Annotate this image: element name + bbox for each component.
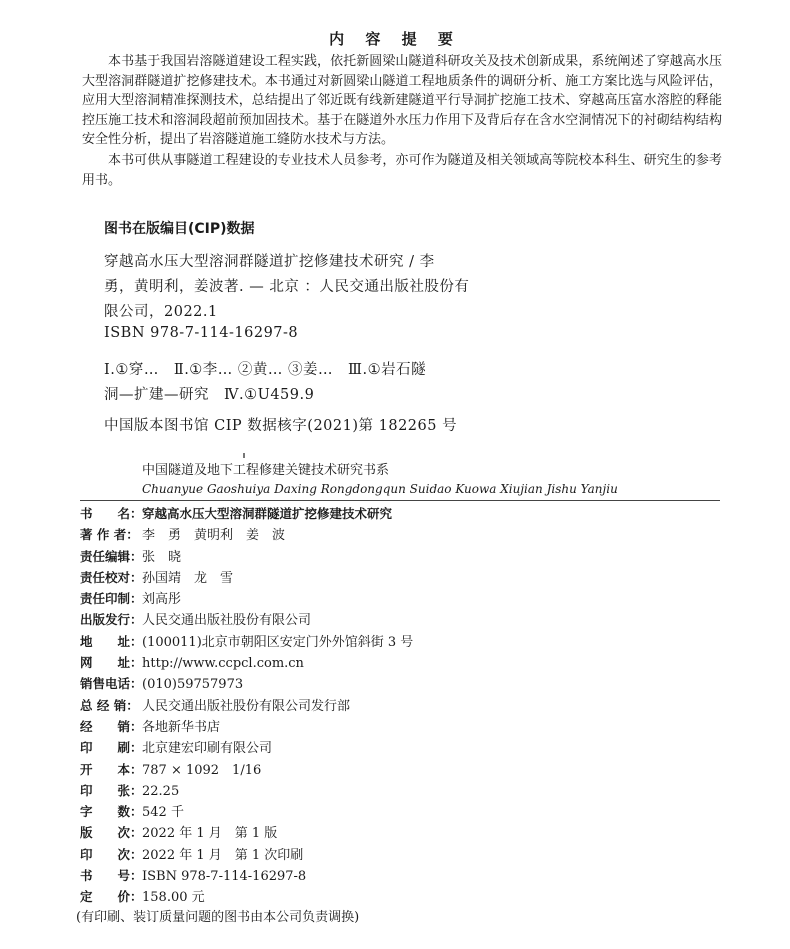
info-value: 人民交通出版社股份有限公司发行部 — [142, 698, 351, 714]
info-value: 孙国靖 龙 雪 — [142, 570, 234, 586]
info-label: 著 作 者： — [80, 527, 139, 543]
info-label: 销售电话： — [80, 676, 143, 692]
info-value: 各地新华书店 — [142, 719, 221, 735]
info-row-sheets — [80, 780, 740, 801]
info-label: 定 价： — [80, 889, 143, 905]
summary-heading: 内 容 提 要 — [329, 30, 461, 48]
cip-line-classification: 洞—扩建—研究 Ⅳ.①U459.9 — [104, 387, 315, 403]
info-value: 542 千 — [142, 805, 184, 821]
info-row-address — [80, 631, 740, 652]
cip-line-subjects: Ⅰ.①穿… Ⅱ.①李… ②黄… ③姜… Ⅲ.①岩石隧 — [104, 362, 427, 378]
info-value: 刘高彤 — [142, 592, 182, 608]
info-row-proofreader — [80, 567, 740, 588]
info-value: 22.25 — [142, 783, 180, 799]
info-value: 北京建宏印刷有限公司 — [142, 741, 273, 757]
cip-line-publisher: 限公司，2022.1 — [104, 304, 218, 320]
info-row-edition — [80, 822, 740, 843]
info-label: 地 址： — [80, 633, 143, 649]
info-value: 李 勇 黄明利 姜 波 — [142, 528, 286, 544]
info-label: 印 刷： — [80, 740, 143, 756]
info-value: 2022 年 1 月 第 1 版 — [142, 826, 278, 842]
info-label: 经 销： — [80, 718, 143, 734]
cip-line-isbn: ISBN 978-7-114-16297-8 — [104, 325, 299, 341]
info-row-title — [80, 503, 740, 524]
quality-footnote: (有印刷、装订质量问题的图书由本公司负责调换) — [76, 910, 360, 925]
info-value: ISBN 978-7-114-16297-8 — [142, 869, 307, 885]
cip-line-authors: 勇，黄明利，姜波著. — 北京 ：人民交通出版社股份有 — [104, 279, 470, 295]
info-label: 开 本： — [80, 761, 143, 777]
info-value: 穿越高水压大型溶洞群隧道扩挖修建技术研究 — [142, 506, 393, 521]
info-label: 书 名： — [80, 506, 143, 521]
series-name: 中国隧道及地下工程修建关键技术研究书系 — [142, 463, 390, 478]
print-speck — [243, 453, 245, 458]
info-row-distributor — [80, 695, 740, 716]
info-value: 张 晓 — [142, 549, 182, 565]
info-value: 787 × 1092 1/16 — [142, 762, 262, 778]
info-value: (010)59757973 — [142, 677, 244, 693]
info-row-authors — [80, 524, 740, 545]
info-row-isbn — [80, 865, 740, 886]
info-row-format — [80, 759, 740, 780]
info-row-editor — [80, 546, 740, 567]
divider-rule — [80, 500, 720, 501]
info-label: 印 次： — [80, 846, 143, 862]
info-row-word-count — [80, 801, 740, 822]
info-label: 责任编辑： — [80, 548, 143, 564]
cip-title: 图书在版编目(CIP)数据 — [104, 221, 255, 237]
info-label: 责任印制： — [80, 591, 143, 607]
summary-paragraph-1: 本书基于我国岩溶隧道建设工程实践，依托新圆梁山隧道科研攻关及技术创新成果，系统阐述了穿越高水压大型溶洞群隧道扩挖修建技术。本书通过对新圆梁山隧道工程地质条件的调研分析、施工方案比选与风险评估，应用大型溶洞精准探测技术，总结提出了邻近既有线新建隧道平行导洞扩挖施工技术、穿越高压富水溶腔的释能控压施工技术和溶洞段超前预加固技术。基于在隧道外水压力作用下及背后存在含水空洞情况下的衬砌结构结构安全性分析，提出了岩溶隧道施工缝防水技术与方法。 — [82, 54, 722, 147]
info-row-publisher — [80, 609, 740, 630]
info-label: 总 经 销： — [80, 697, 139, 713]
info-row-website — [80, 652, 740, 673]
info-label: 出版发行： — [80, 612, 143, 628]
info-row-sales-phone — [80, 673, 740, 694]
info-value: http://www.ccpcl.com.cn — [142, 656, 304, 672]
info-value: 158.00 元 — [142, 890, 205, 906]
info-label: 版 次： — [80, 825, 143, 841]
info-row-printing — [80, 844, 740, 865]
info-value: 2022 年 1 月 第 1 次印刷 — [142, 847, 304, 863]
info-row-price — [80, 886, 740, 907]
info-row-print-manager — [80, 588, 740, 609]
info-row-printer — [80, 737, 740, 758]
info-label: 字 数： — [80, 804, 143, 820]
info-value: (100011)北京市朝阳区安定门外外馆斜街 3 号 — [142, 634, 414, 650]
info-label: 书 号： — [80, 868, 143, 884]
summary-paragraph-2: 本书可供从事隧道工程建设的专业技术人员参考，亦可作为隧道及相关领域高等院校本科生、研究生的参考用书。 — [82, 153, 722, 188]
publication-info — [80, 503, 740, 908]
info-label: 网 址： — [80, 655, 143, 671]
info-label: 责任校对： — [80, 569, 143, 585]
info-value: 人民交通出版社股份有限公司 — [142, 613, 312, 629]
cip-line-title: 穿越高水压大型溶洞群隧道扩挖修建技术研究 / 李 — [104, 254, 435, 270]
cip-line-record-number: 中国版本图书馆 CIP 数据核字(2021)第 182265 号 — [104, 418, 458, 434]
pinyin-title: Chuanyue Gaoshuiya Daxing Rongdongqun Suidao Kuowa Xiujian Jishu Yanjiu — [142, 482, 618, 496]
info-row-retailer — [80, 716, 740, 737]
info-label: 印 张： — [80, 782, 143, 798]
